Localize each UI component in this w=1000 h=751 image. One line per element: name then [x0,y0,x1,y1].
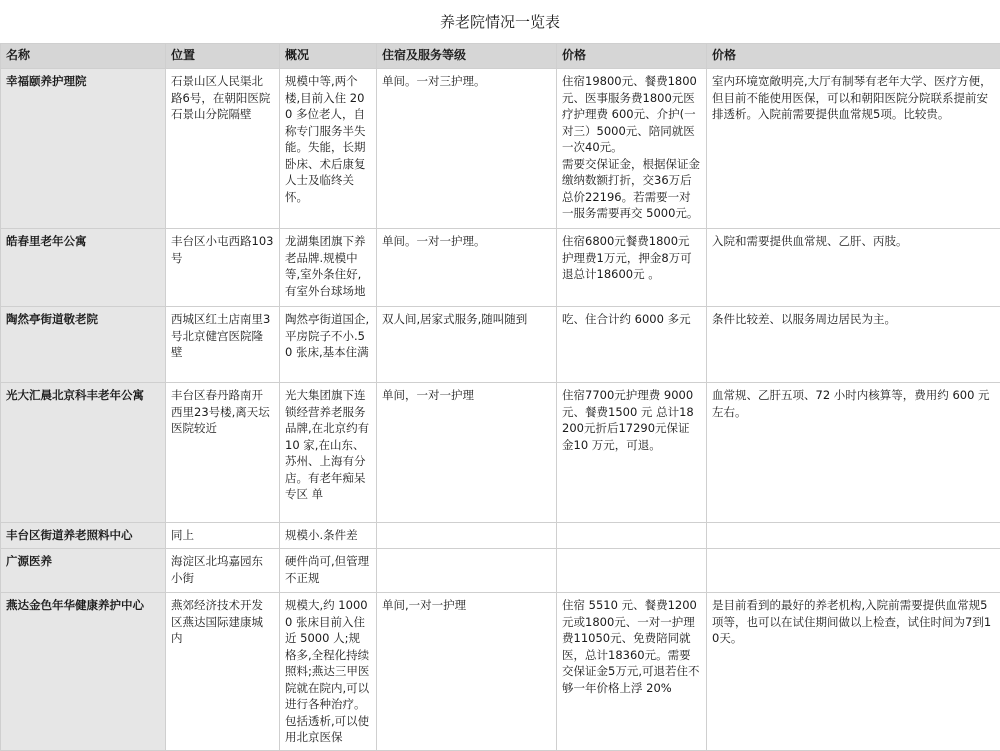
cell-name: 广源医养 [1,549,166,593]
cell-note [707,549,1000,593]
header-overview: 概况 [280,44,377,69]
cell-service [377,549,557,593]
cell-note: 血常规、乙肝五项、72 小时内核算等，费用约 600 元左右。 [707,383,1000,523]
cell-price: 住宿6800元餐费1800元护理费1万元，押金8万可退总计18600元 。 [557,229,707,307]
cell-overview: 规模大,约 10000 张床目前入住近 5000 人;规格多,全程化持续照料;燕达三甲医院就在院内,可以进行各种治疗。包括透析,可以使用北京医保 [280,593,377,751]
cell-service: 单间,一对一护理 [377,593,557,751]
cell-name: 光大汇晨北京科丰老年公寓 [1,383,166,523]
cell-note: 入院和需要提供血常规、乙肝、丙肢。 [707,229,1000,307]
header-name: 名称 [1,44,166,69]
cell-service: 双人间,居家式服务,随叫随到 [377,307,557,383]
cell-location: 同上 [166,523,280,549]
cell-overview: 规模中等,两个楼,目前入住 200 多位老人，自称专门服务半失能。失能，长期卧床、术后康复人士及临终关怀。 [280,69,377,229]
cell-overview: 陶然亭街道国企,平房院子不小.50 张床,基本住满 [280,307,377,383]
cell-price: 住宿7700元护理费 9000 元、餐费1500 元 总计18200元折后17290元保证金10 万元，可退。 [557,383,707,523]
cell-name: 幸福颐养护理院 [1,69,166,229]
cell-price [557,549,707,593]
cell-service: 单间，一对一护理 [377,383,557,523]
header-service: 住宿及服务等级 [377,44,557,69]
cell-name: 陶然亭街道敬老院 [1,307,166,383]
table-row [1,229,1000,307]
nursing-home-table [0,43,1000,751]
cell-price: 吃、住合计约 6000 多元 [557,307,707,383]
cell-service: 单间。一对一护理。 [377,229,557,307]
cell-name: 燕达金色年华健康养护中心 [1,593,166,751]
cell-location: 海淀区北坞嘉园东小街 [166,549,280,593]
cell-price [557,523,707,549]
table-row [1,549,1000,593]
cell-overview: 龙湖集团旗下养老品牌.规模中等,室外条住好,有室外台球场地 [280,229,377,307]
cell-price: 住宿19800元、餐费1800元、医事服务费1800元医疗护理费 600元、介护(一对三）5000元、陪同就医一次40元。 需要交保证金，根据保证金缴纳数额打折，交36万后总价22196。若需要一对一服务需要再交 5000元。 [557,69,707,229]
cell-note: 条件比较差、以服务周边居民为主。 [707,307,1000,383]
cell-overview: 硬件尚可,但管理不正规 [280,549,377,593]
cell-note: 是目前看到的最好的养老机构,入院前需要提供血常规5项等，也可以在试住期间做以上检查，试住时间为7到10天。 [707,593,1000,751]
cell-location: 燕郊经济技术开发区燕达国际建康城内 [166,593,280,751]
cell-service: 单间。一对三护理。 [377,69,557,229]
cell-name: 丰台区街道养老照料中心 [1,523,166,549]
table-row [1,523,1000,549]
table-row [1,307,1000,383]
table-header-row [1,44,1000,69]
cell-location: 石景山区人民渠北路6号，在朝阳医院石景山分院隔壁 [166,69,280,229]
header-price: 价格 [557,44,707,69]
cell-note [707,523,1000,549]
cell-location: 丰台区小屯西路103号 [166,229,280,307]
cell-service [377,523,557,549]
table-row [1,69,1000,229]
page-title: 养老院情况一览表 [0,10,1000,34]
cell-overview: 规模小.条件差 [280,523,377,549]
cell-location: 西城区红土店南里3号北京健宫医院隆壁 [166,307,280,383]
cell-note: 室内环境宽敞明亮,大厅有制琴有老年大学、医疗方便，但目前不能使用医保，可以和朝阳医院分院联系提前安排透析。入院前需要提供血常规5项。比较贵。 [707,69,1000,229]
cell-overview: 光大集团旗下连锁经营养老服务品牌,在北京约有 10 家,在山东、苏州、上海有分店。有老年痴呆专区 单 [280,383,377,523]
table-row [1,593,1000,751]
table-row [1,383,1000,523]
header-price-2: 价格 [707,44,1000,69]
cell-price: 住宿 5510 元、餐费1200元或1800元、一对一护理费11050元、免费陪同就医，总计18360元。需要交保证金5万元,可退若住不够一年价格上浮 20% [557,593,707,751]
cell-name: 皓春里老年公寓 [1,229,166,307]
header-location: 位置 [166,44,280,69]
cell-location: 丰台区春丹路南开西里23号楼,离天坛医院较近 [166,383,280,523]
